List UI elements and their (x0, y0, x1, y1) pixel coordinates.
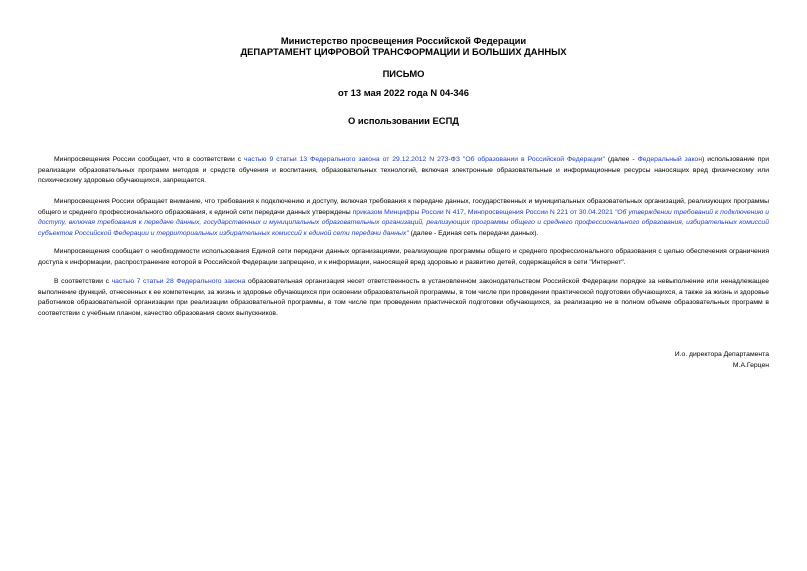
paragraph-4-text-1: В соответствии с (54, 278, 112, 285)
paragraph-3-text-1: Минпросвещения сообщает о необходимости использования Единой сети передачи данных организациями, реализующие программы общего и среднего профессионального образования с целью обеспечения ограничения доступа к информации, распространение которой в Российской Федерации запрещено, и к информации, наносящей вред здоровью и развитию детей, содержащейся в сети "Интернет". (38, 248, 769, 266)
document-subject: О использовании ЕСПД (348, 115, 459, 126)
paragraph-2-text-1: Минпросвещения России обращает внимание, что требования к подключению и доступу, включая требования к передаче данных, государственных и муниципальных образовательных организаций, реализующих программы общего и среднего профессионального образования, к единой сети передачи данных утверждены (38, 198, 769, 216)
paragraph-1-text-2: (далее - (604, 156, 638, 163)
document-date-number: от 13 мая 2022 года N 04-346 (337, 87, 469, 98)
ministry-title: Министерство просвещения Российской Федерации (280, 35, 527, 46)
signature-position: И.о. директора Департамента (674, 351, 769, 358)
paragraph-3 (38, 247, 769, 268)
link-law-273-article-13[interactable]: частью 9 статьи 13 Федерального закона от 29.12.2012 N 273-ФЗ "Об образовании в Российской Федерации" (244, 156, 605, 163)
paragraph-1-text-1: Минпросвещения России сообщает, что в соответствии с (54, 156, 245, 163)
department-title: ДЕПАРТАМЕНТ ЦИФРОВОЙ ТРАНСФОРМАЦИИ И БОЛЬШИХ ДАННЫХ (240, 46, 567, 57)
paragraph-4-text-2: образовательная организация несет ответственность в установленном законодательством Российской Федерации порядке за невыполнение или ненадлежащее выполнение функций, отнесенных к ее компетенции, за жизнь и здоровье обучающихся при освоении образовательной программы, в том числе при проведении практической подготовки обучающихся, а также за жизнь и здоровье работников образовательной организации при реализации образовательной программы, в том числе при проведении практической подготовки обучающихся, за реализацию не в полном объеме образовательных программ в соответствии с учебным планом, качество образования своих выпускников. (38, 278, 770, 317)
link-law-article-28[interactable]: частью 7 статьи 28 Федерального закона (111, 278, 246, 285)
signature-name: М.А.Герцен (732, 362, 769, 369)
paragraph-2 (38, 197, 769, 239)
link-mintsifry-order-417[interactable]: приказом Минцифры России N 417 (352, 208, 464, 216)
link-federal-law[interactable]: Федеральный закон (637, 156, 703, 163)
paragraph-2-text-4: (далее - Единая сеть передачи данных). (408, 229, 539, 237)
link-minprosv-order-221[interactable]: Минпросвещения России N 221 от 30.04.2021 (467, 208, 613, 216)
paragraph-2-text-2: , (463, 208, 468, 216)
document-type: ПИСЬМО (382, 68, 425, 79)
link-requirements-title[interactable]: "Об утверждении требований к подключению и доступу, включая требования к передаче данных, государственных и муниципальных образовательных организаций, реализующих программы общего и среднего профессионального образования, избирательных комиссий субъектов Российской Федерации и территориальных избирательных комиссий к единой сети передачи данных" (38, 208, 769, 237)
paragraph-1 (38, 155, 769, 187)
paragraph-1-text-3: ) использование при реализации образовательных программ методов и средств обучения и воспитания, образовательных технологий, включая электронные образовательные и информационные ресурсы наносящих вред физическому или психическому здоровью обучающихся, запрещается. (38, 156, 769, 184)
paragraph-4 (38, 277, 769, 319)
